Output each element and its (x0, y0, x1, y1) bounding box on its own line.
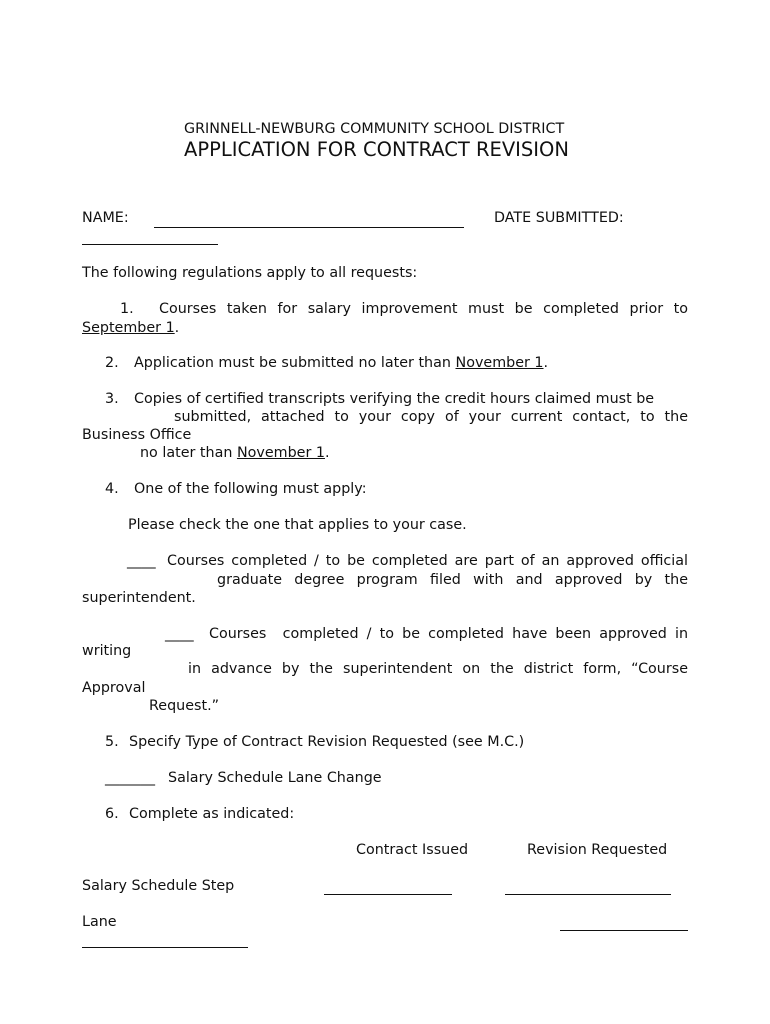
option2-line3: in advance by the superintendent on the district form, “Course (188, 661, 688, 677)
district-name: GRINNELL-NEWBURG COMMUNITY SCHOOL DISTRICT (184, 121, 565, 137)
item3-line4-label: no later than (140, 445, 237, 461)
salary-step-label: Salary Schedule Step (82, 878, 235, 894)
option2-line2: writing (82, 643, 132, 659)
lane-contract-field[interactable] (560, 930, 688, 931)
item5-number: 5. (105, 734, 119, 750)
option2-checkbox-blank[interactable]: ____ (165, 626, 194, 642)
item1-number: 1. (120, 301, 134, 317)
item5-text: Specify Type of Contract Revision Requested (see M.C.) (129, 734, 525, 750)
contract-issued-header: Contract Issued (356, 842, 469, 858)
item3-date: November 1 (236, 445, 325, 461)
lane-change-label: Salary Schedule Lane Change (168, 770, 382, 786)
item3-period: . (324, 445, 330, 461)
revision-requested-header: Revision Requested (527, 842, 668, 858)
option1-line1: Courses completed / to be completed are part of an approved official (167, 553, 688, 569)
date-submitted-field[interactable] (82, 244, 218, 245)
lane-revision-field[interactable] (82, 947, 248, 948)
item3-number: 3. (105, 391, 119, 407)
item3-line1: Copies of certified transcripts verifying the credit hours claimed must be (134, 391, 655, 407)
item1-deadline (82, 319, 179, 337)
item1-date: September 1 (82, 320, 175, 336)
option1-checkbox-blank[interactable]: ____ (127, 553, 156, 569)
option2-line5: Request.” (149, 698, 220, 714)
date-submitted-label: DATE SUBMITTED: (494, 210, 624, 226)
page-title: APPLICATION FOR CONTRACT REVISION (184, 138, 569, 161)
intro-text: The following regulations apply to all requests: (82, 265, 418, 281)
lane-label: Lane (82, 914, 117, 930)
item4-instruction: Please check the one that applies to your case. (128, 517, 467, 533)
option1-line3: superintendent. (82, 590, 196, 606)
name-label: NAME: (82, 210, 129, 226)
item2-text (134, 354, 548, 372)
option2-line1: Courses completed / to be completed have been approved in (209, 626, 688, 642)
item2-number: 2. (105, 355, 119, 371)
option1-line2: graduate degree program filed with and approved by the (217, 572, 688, 588)
item3-line4 (140, 444, 330, 462)
name-field[interactable] (154, 227, 464, 228)
item4-text: One of the following must apply: (134, 481, 367, 497)
item3-line2: submitted, attached to your copy of your current contact, to the (174, 409, 688, 425)
item1-period: . (174, 320, 180, 336)
item4-number: 4. (105, 481, 119, 497)
item6-number: 6. (105, 806, 119, 822)
item6-text: Complete as indicated: (129, 806, 295, 822)
item2-period: . (543, 355, 549, 371)
item1-text: Courses taken for salary improvement must be completed prior to (159, 301, 688, 317)
salary-step-revision-field[interactable] (505, 894, 671, 895)
item3-line3: Business Office (82, 427, 192, 443)
item2-label: Application must be submitted no later than (134, 355, 456, 371)
item2-date: November 1 (455, 355, 544, 371)
option2-line4: Approval (82, 680, 146, 696)
lane-change-checkbox-blank[interactable]: _______ (105, 770, 156, 786)
salary-step-contract-field[interactable] (324, 894, 452, 895)
